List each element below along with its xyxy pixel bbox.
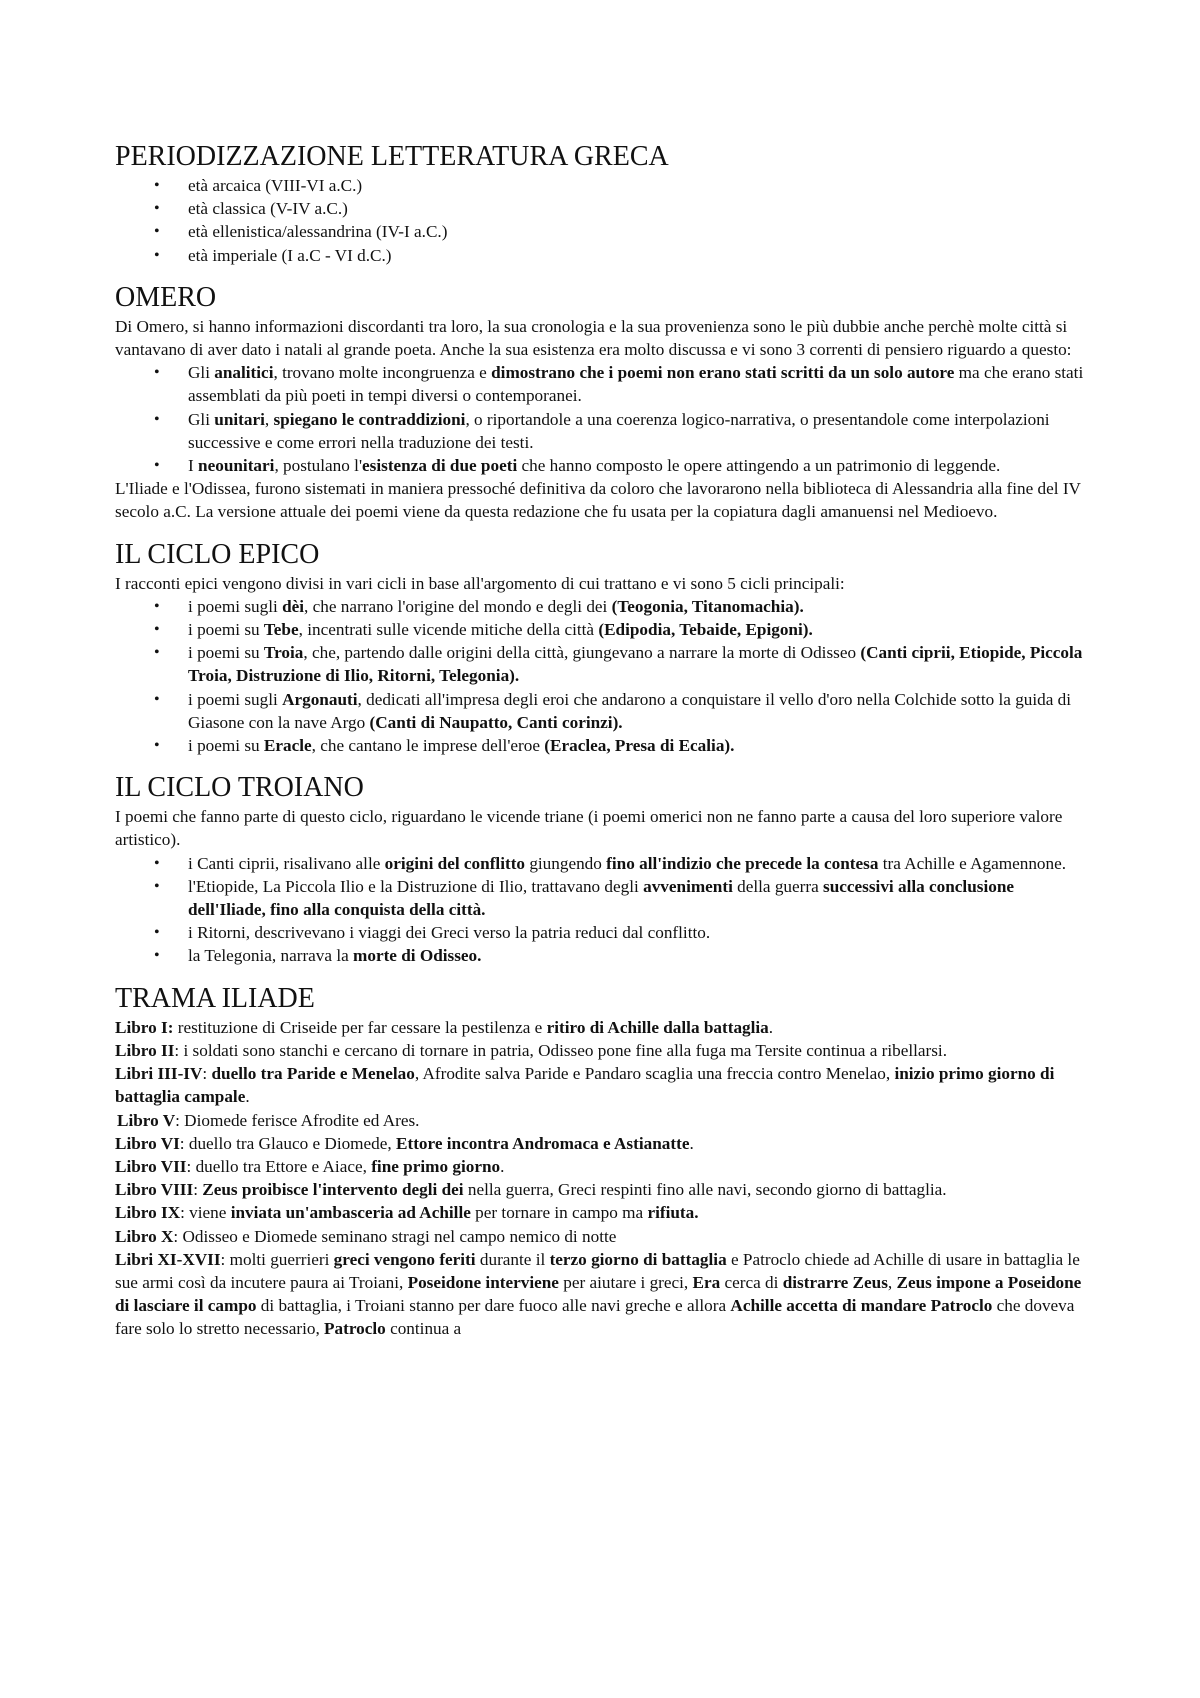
bold-text: Libro VII	[115, 1156, 187, 1176]
bullet-list	[115, 852, 1090, 968]
bullet-list	[115, 595, 1090, 757]
book-summary	[115, 1225, 1090, 1248]
text-run: durante il	[475, 1249, 550, 1269]
bold-text: (Eraclea, Presa di Ecalia).	[544, 736, 735, 756]
bold-text: unitari	[214, 409, 265, 429]
bold-text: Tebe	[263, 620, 299, 640]
section-il-ciclo-epico	[115, 538, 1090, 758]
bold-text: Libro VI	[115, 1133, 180, 1153]
bold-text: analitici	[214, 363, 274, 383]
text-run: I	[188, 456, 199, 476]
bold-text: greci vengono feriti	[333, 1249, 476, 1269]
section-il-ciclo-troiano	[115, 771, 1090, 967]
bold-text: distrarre Zeus	[782, 1272, 888, 1292]
text-run: , o riportandole a una coerenza logico-narrativa, o presentandole come interpolazioni successive e come errori nella traduzione dei testi.	[188, 409, 1050, 452]
bold-text: inviata un'ambasceria ad Achille	[230, 1203, 471, 1223]
list-item	[188, 595, 1090, 618]
bold-text: (Canti di Naupatto, Canti corinzi).	[369, 712, 623, 732]
text-run: età arcaica (VIII-VI a.C.)	[188, 176, 363, 195]
bold-text: fino all'indizio che precede la contesa	[606, 853, 879, 873]
text-run: Di Omero, si hanno informazioni discordanti tra loro, la sua cronologia e la sua provenienza sono le più dubbie anche perchè molte città si vantavano di aver dato i natali al grande poeta. Anche la sua esistenza era molto discussa e vi sono 3 correnti di pensiero riguardo a questo:	[115, 316, 1072, 360]
section-trama-iliade	[115, 982, 1090, 1341]
book-summary	[115, 1201, 1090, 1224]
text-run: e Patroclo chiede ad Achille di usare in battaglia le sue armi così da incutere paura ai Troiani,	[115, 1249, 1080, 1292]
text-run: di battaglia, i Troiani stanno per dare fuoco alle navi greche e allora	[256, 1296, 731, 1316]
bold-text: spiegano le contraddizioni	[273, 409, 466, 429]
book-summary	[115, 1132, 1090, 1155]
text-run: la Telegonia, narrava la	[188, 946, 354, 966]
text-run: .	[689, 1133, 694, 1153]
bold-text: Libro X	[115, 1226, 174, 1246]
section-heading: OMERO	[115, 281, 217, 313]
text-run: : viene	[180, 1203, 231, 1223]
bold-text: successivi alla conclusione dell'Iliade, fino alla conquista della città.	[188, 876, 1015, 920]
list-item	[188, 944, 1090, 967]
text-run: della guerra	[732, 876, 824, 896]
text-run: restituzione di Criseide per far cessare la pestilenza e	[173, 1017, 547, 1037]
text-run: .	[245, 1087, 250, 1107]
bold-text: Argonauti	[282, 689, 358, 709]
list-item	[188, 454, 1090, 477]
text-run: per aiutare i greci,	[558, 1272, 693, 1292]
list-item	[188, 921, 1090, 944]
bold-text: ritiro di Achille dalla battaglia	[546, 1017, 769, 1037]
text-run: ma che erano stati assemblati da più poeti in tempi diversi o contemporanei.	[188, 363, 1084, 406]
bold-text: morte di Odisseo.	[353, 946, 482, 966]
text-run: , che cantano le imprese dell'eroe	[311, 736, 545, 756]
text-run: , Afrodite salva Paride e Pandaro scaglia una freccia contro Menelao,	[414, 1064, 895, 1084]
bold-text: fine primo giorno	[371, 1156, 501, 1176]
bold-text: Patroclo	[324, 1319, 386, 1339]
bold-text: terzo giorno di battaglia	[549, 1249, 727, 1269]
bold-text: Poseidone interviene	[407, 1272, 559, 1292]
bold-text: dèi	[282, 596, 305, 616]
intro-paragraph	[115, 805, 1090, 851]
bold-text: (Edipodia, Tebaide, Epigoni).	[598, 620, 813, 640]
bold-text: rifiuta.	[647, 1203, 699, 1223]
intro-paragraph	[115, 572, 1090, 595]
bold-text: Eracle	[263, 736, 312, 756]
bold-text: Libro IX	[115, 1203, 181, 1223]
list-item	[188, 875, 1090, 921]
bullet-list	[115, 361, 1090, 477]
text-run: , che narrano l'origine del mondo e degli dei	[304, 596, 612, 616]
text-run: continua a	[385, 1319, 462, 1339]
document-page	[115, 140, 1090, 1341]
text-run: : i soldati sono stanchi e cercano di tornare in patria, Odisseo pone fine alla fuga ma Tersite continua a ribellarsi.	[174, 1040, 948, 1060]
text-run: .	[500, 1156, 505, 1176]
text-run: , postulano l'	[274, 456, 363, 476]
list-item	[188, 852, 1090, 875]
text-run: i poemi sugli	[188, 596, 283, 616]
bold-text: Achille accetta di mandare Patroclo	[730, 1296, 993, 1316]
section-omero	[115, 281, 1090, 524]
text-run: giungendo	[525, 853, 607, 873]
text-run: :	[193, 1180, 203, 1200]
text-run: che hanno composto le opere attingendo a un patrimonio di leggende.	[517, 456, 1001, 476]
text-run: , dedicati all'impresa degli eroi che andarono a conquistare il vello d'oro nella Colchide sotto la guida di Giasone con la nave Argo	[188, 689, 1072, 732]
list-item	[188, 408, 1090, 454]
bold-text: origini del conflitto	[384, 853, 526, 873]
text-run: Gli	[188, 409, 215, 429]
text-run: età ellenistica/alessandrina (IV-I a.C.)	[188, 222, 448, 242]
list-item	[188, 688, 1090, 734]
text-run: tra Achille e Agamennone.	[878, 853, 1067, 873]
text-run: : Diomede ferisce Afrodite ed Ares.	[175, 1110, 420, 1130]
list-item	[188, 734, 1090, 757]
bold-text: Era	[692, 1272, 721, 1292]
bold-text: Libro VIII	[115, 1180, 194, 1200]
book-summary	[115, 1178, 1090, 1201]
text-run: ,	[264, 409, 274, 429]
book-summary	[115, 1109, 1090, 1132]
text-run: Gli	[188, 363, 215, 383]
section-heading: PERIODIZZAZIONE LETTERATURA GRECA	[115, 141, 669, 172]
book-summary	[115, 1248, 1090, 1341]
bold-text: (Canti ciprii, Etiopide, Piccola Troia, Distruzione di Ilio, Ritorni, Telegonia).	[188, 643, 1083, 686]
bold-text: Zeus proibisce l'intervento degli dei	[202, 1180, 464, 1200]
bold-text: duello tra Paride e Menelao	[211, 1064, 415, 1084]
book-summary	[115, 1039, 1090, 1062]
bold-text: (Teogonia, Titanomachia).	[611, 596, 804, 616]
text-run: nella guerra, Greci respinti fino alle navi, secondo giorno di battaglia.	[463, 1180, 947, 1200]
text-run: :	[202, 1064, 212, 1084]
text-run: cerca di	[720, 1272, 783, 1292]
list-item	[188, 174, 1090, 197]
book-summary	[115, 1062, 1090, 1108]
bold-text: Libro I:	[115, 1017, 174, 1037]
text-run: i poemi sugli	[188, 689, 283, 709]
text-run: l'Etiopide, La Piccola Ilio e la Distruzione di Ilio, trattavano degli	[188, 876, 644, 896]
bold-text: avvenimenti	[643, 876, 733, 896]
text-run: età classica (V-IV a.C.)	[188, 199, 348, 219]
section-heading: IL CICLO TROIANO	[115, 772, 364, 804]
text-run: , trovano molte incongruenza e	[273, 363, 492, 383]
text-run: i Canti ciprii, risalivano alle	[188, 853, 385, 873]
book-summary	[115, 1016, 1090, 1039]
bold-text: esistenza di due poeti	[362, 456, 518, 476]
text-run: ,	[887, 1272, 897, 1292]
list-item	[188, 244, 1090, 267]
text-run: i poemi su	[188, 620, 264, 640]
bold-text: Libri XI-XVII	[115, 1249, 221, 1269]
list-item	[188, 220, 1090, 243]
bold-text: Troia	[263, 643, 304, 663]
bold-text: inizio primo giorno di battaglia campale	[115, 1064, 1055, 1107]
text-run: i Ritorni, descrivevano i viaggi dei Greci verso la patria reduci dal conflitto.	[188, 923, 711, 943]
bold-text: Libri III-IV	[115, 1064, 203, 1084]
text-run: , incentrati sulle vicende mitiche della città	[298, 620, 599, 640]
text-run: , che, partendo dalle origini della città, giungevano a narrare la morte di Odisseo	[303, 643, 861, 663]
text-run: .	[768, 1017, 774, 1037]
text-run: : duello tra Glauco e Diomede,	[179, 1133, 397, 1153]
bold-text: neounitari	[198, 456, 275, 476]
bold-text: dimostrano che i poemi non erano stati scritti da un solo autore	[491, 363, 955, 383]
section-periodizzazione-letteratura-greca	[115, 140, 1090, 267]
text-run: : duello tra Ettore e Aiace,	[186, 1156, 372, 1176]
list-item	[188, 197, 1090, 220]
bullet-list	[115, 174, 1090, 267]
text-run: i poemi su	[188, 736, 264, 756]
section-heading: IL CICLO EPICO	[115, 538, 320, 570]
text-run: età imperiale (I a.C - VI d.C.)	[188, 245, 392, 265]
text-run: che doveva fare solo lo stretto necessario,	[115, 1296, 1075, 1339]
list-item	[188, 618, 1090, 641]
text-run: per tornare in campo ma	[470, 1203, 648, 1223]
bold-text: Libro II	[115, 1040, 175, 1060]
text-run: I poemi che fanno parte di questo ciclo, riguardano le vicende triane (i poemi omerici non ne fanno parte a causa del loro superiore valore artistico).	[115, 807, 1063, 850]
section-heading: TRAMA ILIADE	[115, 982, 315, 1014]
text-run: I racconti epici vengono divisi in vari cicli in base all'argomento di cui trattano e vi sono 5 cicli principali:	[115, 573, 845, 593]
intro-paragraph	[115, 315, 1090, 361]
book-summary	[115, 1155, 1090, 1178]
text-run: : molti guerrieri	[220, 1249, 334, 1269]
bold-text: Libro V	[117, 1110, 176, 1130]
list-item	[188, 361, 1090, 407]
text-run: L'Iliade e l'Odissea, furono sistemati in maniera pressoché definitiva da coloro che lavorarono nella biblioteca di Alessandria alla fine del IV secolo a.C. La versione attuale dei poemi viene da questa redazione che fu usata per la copiatura dagli amanuensi nel Medioevo.	[115, 479, 1081, 522]
bold-text: Ettore incontra Andromaca e Astianatte	[396, 1133, 690, 1153]
text-run: : Odisseo e Diomede seminano stragi nel campo nemico di notte	[173, 1226, 617, 1246]
outro-paragraph	[115, 477, 1090, 523]
text-run: i poemi su	[188, 643, 264, 663]
bold-text: Zeus impone a Poseidone di lasciare il campo	[115, 1272, 1082, 1316]
list-item	[188, 641, 1090, 687]
